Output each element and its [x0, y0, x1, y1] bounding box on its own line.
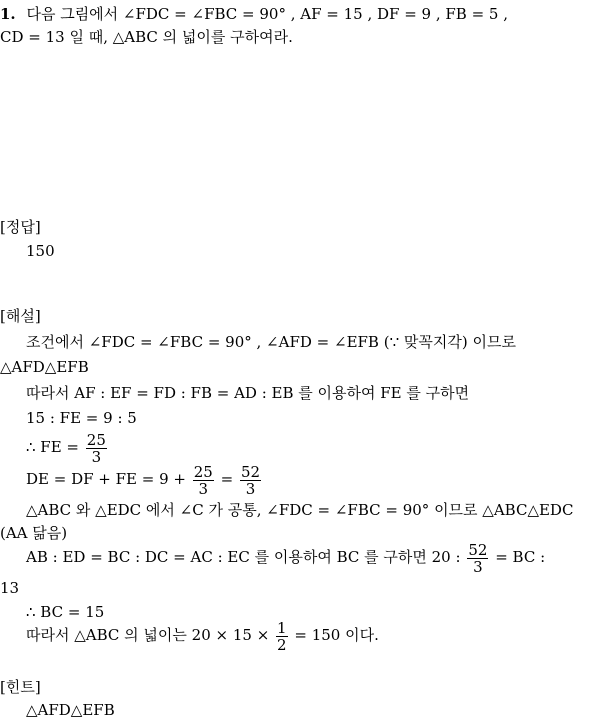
fraction-denominator: 3 [245, 479, 256, 498]
fraction-numerator: 52 [240, 462, 261, 481]
hint-text: △AFD△EFB [26, 701, 115, 719]
fraction-numerator: 25 [86, 430, 106, 449]
fraction-denominator: 3 [91, 447, 102, 466]
solution-line-3: 따라서 AF : EF = FD : FB = AD : EB 를 이용하여 FE 를 구하면 [26, 384, 470, 402]
hint-label: [힌트] [0, 678, 41, 696]
fraction-numerator: 52 [468, 540, 488, 559]
fraction-numerator: 1 [277, 618, 287, 637]
solution-line-6 [26, 462, 263, 497]
fe-result-text: ∴ FE = [26, 438, 80, 456]
fraction-52-3 [240, 464, 261, 497]
de-sum-text: DE = DF + FE = 9 + [26, 470, 186, 488]
fraction-numerator: 25 [193, 462, 213, 481]
solution-line-11: ∴ BC = 15 [26, 603, 105, 621]
solution-line-5 [26, 430, 109, 465]
solution-line-9 [26, 540, 545, 575]
solution-line-8: (AA 닮음) [0, 524, 68, 542]
solution-line-2: △AFD△EFB [0, 358, 89, 376]
answer-value: 150 [26, 242, 55, 260]
answer-label: [정답] [0, 218, 41, 236]
area-result-text: = 150 이다. [294, 626, 379, 644]
equals-sign: = [220, 470, 234, 488]
fraction-denominator: 3 [473, 557, 483, 576]
fraction-52-3 [467, 542, 488, 575]
ratio-text-end: = BC : [495, 548, 546, 566]
solution-line-4: 15 : FE = 9 : 5 [26, 409, 137, 427]
fraction-1-2 [276, 620, 288, 653]
fraction-denominator: 3 [198, 479, 209, 498]
fraction-denominator: 2 [277, 635, 287, 654]
solution-line-7: △ABC 와 △EDC 에서 ∠C 가 공통, ∠FDC = ∠FBC = 90° 이므로 △ABC△EDC [26, 501, 574, 519]
solution-label: [해설] [0, 307, 41, 325]
solution-line-10: 13 [0, 579, 20, 597]
solution-line-12 [26, 618, 379, 653]
ratio-text: AB : ED = BC : DC = AC : EC 를 이용하여 BC 를 구하면 20 : [26, 548, 461, 566]
fraction-25-3 [193, 464, 214, 497]
fraction-25-3 [86, 432, 107, 465]
question-number: 1. [0, 5, 16, 23]
area-text: 따라서 △ABC 의 넓이는 20 × 15 × [26, 626, 270, 644]
question-text-1: 다음 그림에서 ∠FDC = ∠FBC = 90° , AF = 15 , DF = 9 , FB = 5 , [26, 5, 509, 23]
question-line-1 [0, 4, 508, 24]
question-line-2: CD = 13 일 때, △ABC 의 넓이를 구하여라. [0, 28, 293, 46]
solution-line-1: 조건에서 ∠FDC = ∠FBC = 90° , ∠AFD = ∠EFB (∵ 맞꼭지각) 이므로 [26, 333, 516, 351]
